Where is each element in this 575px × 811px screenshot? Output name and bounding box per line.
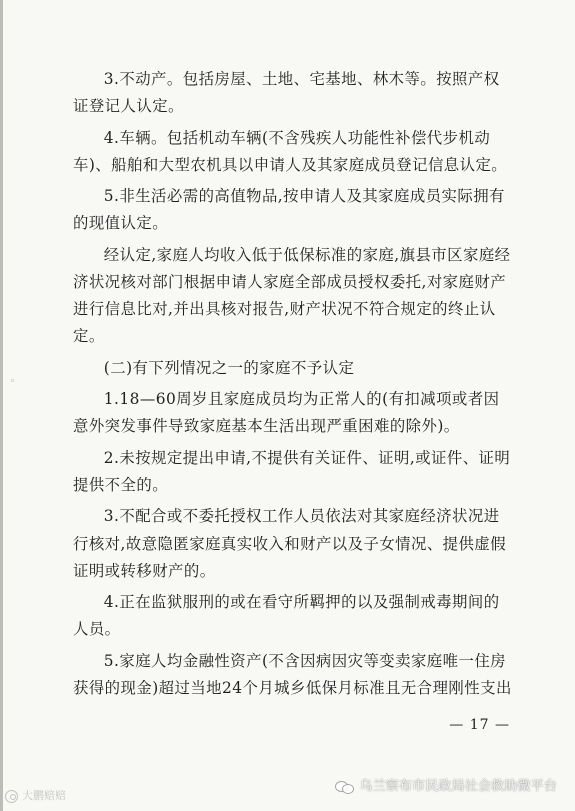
scan-edge-shadow <box>0 0 3 811</box>
wechat-icon <box>335 780 353 794</box>
section-heading: (二)有下列情况之一的家庭不予认定 <box>103 358 355 377</box>
paragraph: 3.不配合或不委托授权工作人员依法对其家庭经济状况进行核对,故意隐匿家庭真实收入和财产以及子女情况、提供虚假证明或转移财产的。 <box>73 507 507 580</box>
watermark-logo-icon <box>5 790 18 803</box>
paragraph: 4.正在监狱服刑的或在看守所羁押的以及强制戒毒期间的人员。 <box>73 593 500 639</box>
right-watermark-text: 乌兰察布市民政局社会救助微平台 <box>359 779 557 794</box>
page-number: — 17 — <box>449 717 510 733</box>
paragraph: 3.不动产。包括房屋、土地、宅基地、林木等。按照产权证登记人认定。 <box>73 70 500 116</box>
paragraph: 经认定,家庭人均收入低于低保标准的家庭,旗县市区家庭经济状况核对部门根据申请人家庭全部成员授权委托,对家庭财产进行信息比对,并出具核对报告,财产状况不符合规定的终止认定。 <box>73 245 511 346</box>
document-body <box>73 66 513 706</box>
right-watermark <box>335 776 557 798</box>
paragraph: 5.家庭人均金融性资产(不含因病因灾等变卖家庭唯一住房获得的现金)超过当地24个月城乡低保月标准且无合理刚性支出 <box>73 651 512 697</box>
left-watermark <box>5 789 66 803</box>
paragraph: 2.未按规定提出申请,不提供有关证件、证明,或证件、证明提供不全的。 <box>73 448 511 494</box>
margin-mark: ◦ <box>10 377 16 387</box>
paragraph: 4.车辆。包括机动车辆(不含残疾人功能性补偿代步机动车)、船舶和大型农机具以申请人及其家庭成员登记信息认定。 <box>73 128 508 174</box>
paragraph: 1.18—60周岁且家庭成员均为正常人的(有扣减项或者因意外突发事件导致家庭基本生活出现严重困难的除外)。 <box>73 390 500 436</box>
paragraph: 5.非生活必需的高值物品,按申请人及其家庭成员实际拥有的现值认定。 <box>73 187 505 233</box>
left-watermark-text: 大鹏赔赔 <box>22 789 66 802</box>
